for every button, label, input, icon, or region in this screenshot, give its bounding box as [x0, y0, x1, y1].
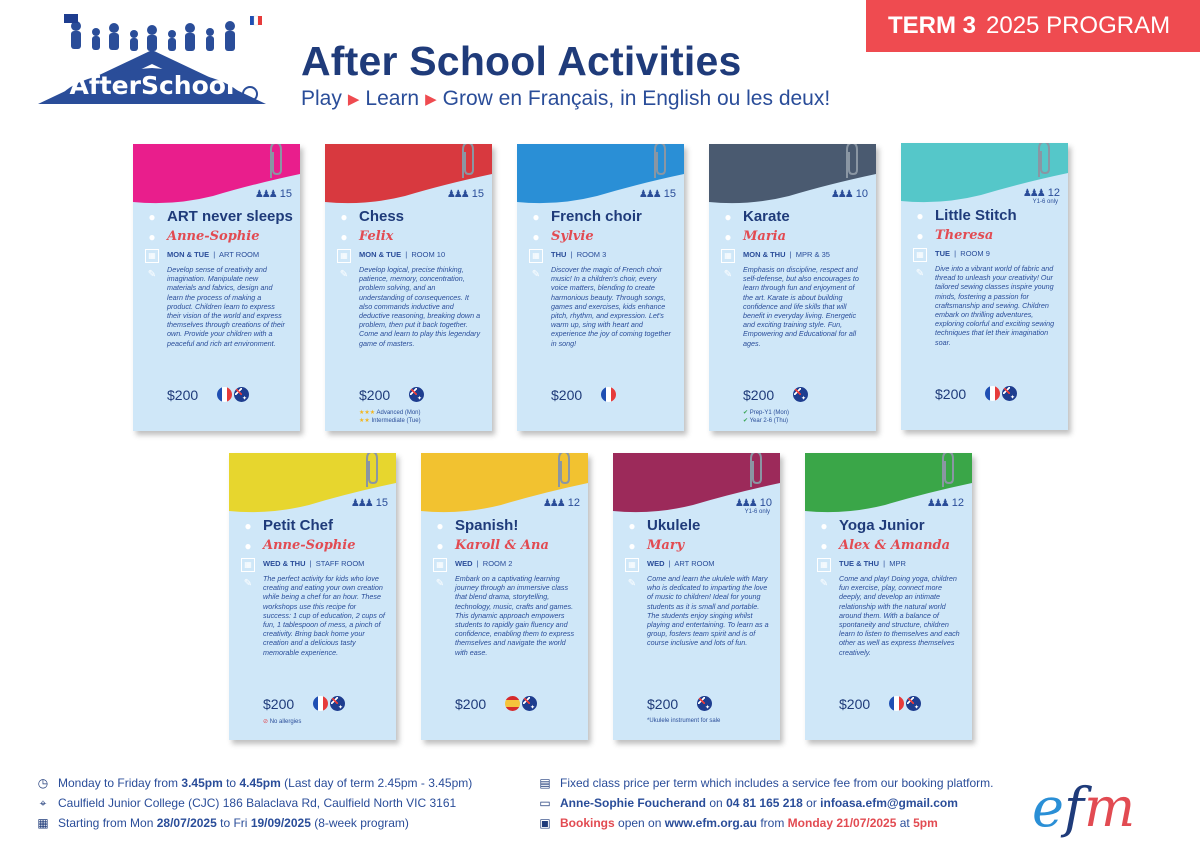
teacher-name: Anne-Sophie	[167, 229, 260, 244]
language-flags	[889, 696, 921, 711]
room: STAFF ROOM	[315, 559, 365, 568]
schedule: WED | ART ROOM	[647, 559, 715, 568]
activity-title: Chess	[359, 208, 405, 225]
teacher-name: Maria	[743, 229, 787, 244]
language-flags	[697, 696, 712, 711]
activity-title: Karate	[743, 208, 790, 225]
language-flags	[985, 386, 1017, 401]
card-note: ✔ Prep-Y1 (Mon)	[743, 410, 790, 416]
teacher-icon: ●	[148, 230, 156, 244]
people-icon: ♟♟♟	[350, 497, 372, 509]
people-icon: ♟♟♟	[926, 497, 948, 509]
footer-dates-suffix: (8-week program)	[314, 816, 409, 830]
flag-au-icon	[906, 696, 921, 711]
footer-date-start: 28/07/2025	[156, 816, 217, 830]
teacher-name: Karoll & Ana	[455, 538, 549, 553]
logo-text: AfterSchool	[69, 71, 235, 100]
price: $200	[839, 696, 871, 712]
card-note: ★★★ Advanced (Mon)	[359, 410, 421, 416]
capacity-note: Y1-6 only	[1032, 199, 1058, 205]
paperclip-icon	[938, 453, 956, 489]
footer-price	[538, 776, 994, 790]
paperclip-icon	[362, 453, 380, 489]
price: $200	[935, 386, 967, 402]
capacity	[1023, 187, 1060, 199]
lightbulb-icon: ●	[148, 210, 156, 224]
calendar-icon: ▦	[913, 248, 927, 262]
schedule: WED & THU | STAFF ROOM	[263, 559, 365, 568]
flag-au-icon	[409, 387, 424, 402]
footer-location-text: Caulfield Junior College (CJC) 186 Balaclava Rd, Caulfield North VIC 3161	[58, 796, 457, 810]
footer-time-start: 3.45pm	[181, 776, 223, 790]
activity-card-spanish	[421, 453, 588, 740]
price: $200	[455, 696, 487, 712]
footer-time-suffix: (Last day of term 2.45pm - 3.45pm)	[284, 776, 473, 790]
teacher-name: Anne-Sophie	[263, 538, 356, 553]
footer-contact	[538, 796, 958, 810]
arrow-right-icon: ▶	[425, 91, 437, 108]
teacher-icon: ●	[916, 229, 924, 243]
capacity-value: 15	[375, 497, 388, 509]
pencil-icon: ✎	[147, 269, 157, 280]
flag-au-icon	[793, 387, 808, 402]
capacity-value: 10	[759, 497, 772, 509]
paperclip-icon	[266, 144, 284, 180]
contact-phone[interactable]: 04 81 165 218	[726, 796, 803, 810]
activity-title: French choir	[551, 208, 642, 225]
teacher-icon: ●	[244, 539, 252, 553]
teacher-name: Theresa	[935, 228, 994, 243]
room: ART ROOM	[218, 250, 260, 259]
price: $200	[647, 696, 679, 712]
days: MON & TUE	[167, 250, 210, 259]
paperclip-icon	[458, 144, 476, 180]
activity-card-chess	[325, 144, 492, 431]
capacity-value: 10	[855, 188, 868, 200]
people-icon: ♟♟♟	[734, 497, 756, 509]
language-flags	[409, 387, 424, 402]
term-badge	[866, 0, 1200, 52]
days: WED	[455, 559, 473, 568]
activity-card-little-stitch	[901, 143, 1068, 430]
room: ROOM 2	[482, 559, 513, 568]
calendar-icon: ▦	[721, 249, 735, 263]
contact-on: on	[709, 796, 723, 810]
pencil-icon: ✎	[435, 578, 445, 589]
lightbulb-icon: ●	[724, 210, 732, 224]
flag-fr-icon	[889, 696, 904, 711]
room: ROOM 10	[411, 250, 446, 259]
page-title: After School Activities	[301, 38, 742, 84]
calendar-icon: ▦	[37, 816, 49, 830]
capacity-value: 12	[567, 497, 580, 509]
price: $200	[167, 387, 199, 403]
card-note: ★★ Intermediate (Tue)	[359, 418, 421, 424]
capacity	[351, 497, 388, 509]
footer-dates-to: to Fri	[220, 816, 248, 830]
capacity	[831, 188, 868, 200]
lightbulb-icon: ●	[628, 519, 636, 533]
activity-title: Yoga Junior	[839, 517, 925, 534]
lightbulb-icon: ●	[916, 209, 924, 223]
people-icon: ♟♟♟	[830, 188, 852, 200]
capacity	[735, 497, 772, 509]
capacity-note: Y1-6 only	[744, 509, 770, 515]
flag-fr-icon	[601, 387, 616, 402]
footer-time	[36, 776, 472, 790]
bookings-time: 5pm	[913, 816, 938, 830]
teacher-icon: ●	[532, 230, 540, 244]
calendar-icon: ▦	[529, 249, 543, 263]
tagline-grow: Grow en Français, in English ou les deux!	[442, 87, 831, 110]
schedule: TUE & THU | MPR	[839, 559, 906, 568]
language-flags	[601, 387, 616, 402]
activity-description: Discover the magic of French choir music! In a children's choir, every voice matters, blending to create harmonious beauty. Through songs, games and exercises, kids enhance pitch, rhythm, and expression. Let's warm up, sing with heart and experience the joy of coming together in song!	[551, 265, 671, 348]
pencil-icon: ✎	[531, 269, 541, 280]
flag-au-icon	[234, 387, 249, 402]
days: WED	[647, 559, 665, 568]
activity-title: Petit Chef	[263, 517, 334, 534]
schedule: WED | ROOM 2	[455, 559, 513, 568]
activity-description: Dive into a vibrant world of fabric and thread to unleash your creativity! Our tailored sewing classes inspire young minds, fostering a passion for craftsmanship and sewing. Children embark on thrilling adventures, exploring colorful and exciting sewing techniques that let their imagination soar.	[935, 264, 1055, 347]
pencil-icon: ✎	[243, 578, 253, 589]
schedule: THU | ROOM 3	[551, 250, 607, 259]
room: ROOM 9	[960, 249, 990, 258]
teacher-icon: ●	[340, 230, 348, 244]
language-flags	[505, 696, 537, 711]
people-icon: ♟♟♟	[446, 188, 468, 200]
flag-au-icon	[1002, 386, 1017, 401]
capacity-value: 15	[279, 188, 292, 200]
efm-logo-text: efm	[1032, 778, 1136, 838]
calendar-icon: ▦	[817, 558, 831, 572]
people-icon: ♟♟♟	[1022, 187, 1044, 199]
footer-time-prefix: Monday to Friday from	[58, 776, 179, 790]
footer-time-end: 4.45pm	[239, 776, 281, 790]
card-note: ⊘ No allergies	[263, 719, 302, 725]
teacher-name: Mary	[647, 538, 685, 553]
pencil-icon: ✎	[915, 268, 925, 279]
days: TUE	[935, 249, 950, 258]
flag-fr-icon	[985, 386, 1000, 401]
efm-logo	[1030, 778, 1170, 838]
price: $200	[263, 696, 295, 712]
bookings-at: at	[899, 816, 910, 830]
language-flags	[313, 696, 345, 711]
activity-description: Develop sense of creativity and imagination. Manipulate new materials and fabrics, design and learn the process of making a product. Children learn to express their vision of the world and express themselves through creations of their own. Provide your children with a peaceful and rich art environment.	[167, 265, 285, 348]
calendar-icon: ▦	[145, 249, 159, 263]
card-note: *Ukulele instrument for sale	[647, 718, 721, 724]
pencil-icon: ✎	[723, 269, 733, 280]
price: $200	[551, 387, 583, 403]
contact-name: Anne-Sophie Foucherand	[560, 796, 707, 810]
bookings-from: from	[760, 816, 785, 830]
clock-icon: ◷	[37, 776, 49, 790]
tagline-learn: Learn	[365, 87, 420, 110]
capacity-value: 15	[471, 188, 484, 200]
teacher-icon: ●	[628, 539, 636, 553]
basket-icon: ▤	[539, 776, 551, 790]
activity-description: The perfect activity for kids who love creating and eating your own creation while being a chef for an hour. These workshops use this recipe for success: 1 cup of education, 2 cups of fun, 1 tablespoon of mess, a pinch of creativity. Bring back home your creation and a delicious tasty memorable experience.	[263, 574, 385, 657]
pencil-icon: ✎	[819, 578, 829, 589]
calendar-icon: ▦	[625, 558, 639, 572]
capacity-value: 12	[1047, 187, 1060, 199]
room: MPR	[889, 559, 906, 568]
flag-au-icon	[522, 696, 537, 711]
language-flags	[793, 387, 808, 402]
footer-location	[36, 796, 456, 810]
activity-description: Come and learn the ukulele with Mary who is dedicated to imparting the love of music to children! Ideal for young students as it is small and portable. The students enjoy singing whilst playing and entertaining. To learn as a group, fosters team spirit and is of course inclusive and lots of fun.	[647, 574, 769, 648]
location-pin-icon: ⌖	[39, 795, 47, 810]
footer-dates-prefix: Starting from Mon	[58, 816, 154, 830]
card-note: ✔ Year 2-6 (Thu)	[743, 418, 789, 424]
bookings-open: open on	[618, 816, 662, 830]
footer-date-end: 19/09/2025	[250, 816, 311, 830]
teacher-icon: ●	[724, 230, 732, 244]
capacity	[543, 497, 580, 509]
capacity-value: 15	[663, 188, 676, 200]
lightbulb-icon: ●	[340, 210, 348, 224]
schedule: MON & THU | MPR & 35	[743, 250, 830, 259]
calendar-icon: ▦	[433, 558, 447, 572]
activity-description: Embark on a captivating learning journey through an immersive class that blend drama, storytelling, technology, music, crafts and games. This dynamic approach empowers students to rapidly gain fluency and confidence, enabling them to express themselves and navigate the world with ease.	[455, 574, 575, 657]
capacity	[927, 497, 964, 509]
room: MPR & 35	[795, 250, 830, 259]
activity-description: Come and play! Doing yoga, children fun exercise, play, connect more deeply, and develop an intimate relationship with the natural world around them. With a balance of spontaneity and structure, children learn to listen to themselves and each other as well as express themselves creatively.	[839, 574, 960, 657]
footer-price-text: Fixed class price per term which includes a service fee from our booking platform.	[560, 776, 994, 790]
days: WED & THU	[263, 559, 306, 568]
activity-card-petit-chef	[229, 453, 396, 740]
bookings-site[interactable]: www.efm.org.au	[664, 816, 757, 830]
paperclip-icon	[1034, 143, 1052, 179]
program-year: 2025 PROGRAM	[986, 12, 1171, 39]
schedule: MON & TUE | ART ROOM	[167, 250, 260, 259]
flag-es-icon	[505, 696, 520, 711]
pencil-icon: ✎	[627, 578, 637, 589]
computer-icon: ▣	[539, 816, 551, 830]
bookings-date: Monday 21/07/2025	[787, 816, 897, 830]
term-label: TERM 3	[888, 12, 977, 39]
activity-description: Develop logical, precise thinking, patience, memory, concentration, problem solving, and an understanding of consequences. It also commands inductive and deductive reasoning, breaking down a problem, then put it back together. Come and learn to play this legendary game of masters.	[359, 265, 481, 348]
flag-au-icon	[330, 696, 345, 711]
days: THU	[551, 250, 567, 259]
people-icon: ♟♟♟	[254, 188, 276, 200]
bookings-label: Bookings	[560, 816, 615, 830]
people-icon: ♟♟♟	[638, 188, 660, 200]
price: $200	[359, 387, 391, 403]
activity-title: Ukulele	[647, 517, 701, 534]
days: TUE & THU	[839, 559, 879, 568]
footer-time-to: to	[226, 776, 237, 790]
activity-card-ukulele	[613, 453, 780, 740]
lightbulb-icon: ●	[436, 519, 444, 533]
days: MON & TUE	[359, 250, 402, 259]
afterschool-logo	[36, 12, 268, 108]
teacher-name: Felix	[359, 229, 394, 244]
activity-description: Emphasis on discipline, respect and self-defense, but also encourages to learn through fun and enjoyment of the art. Karate is about building confidence and life skills that will benefit in everyday living. Energetic and exciting training style. Fun, Empowering and Educational for all ages.	[743, 265, 859, 348]
lightbulb-icon: ●	[532, 210, 540, 224]
room: ROOM 3	[576, 250, 607, 259]
room: ART ROOM	[674, 559, 715, 568]
teacher-icon: ●	[436, 539, 444, 553]
paperclip-icon	[650, 144, 668, 180]
price: $200	[743, 387, 775, 403]
activity-card-art-never-sleeps	[133, 144, 300, 431]
activity-card-french-choir	[517, 144, 684, 431]
calendar-icon: ▦	[241, 558, 255, 572]
capacity	[255, 188, 292, 200]
contact-email[interactable]: infoasa.efm@gmail.com	[820, 796, 958, 810]
capacity	[447, 188, 484, 200]
arrow-right-icon: ▶	[347, 91, 360, 108]
paperclip-icon	[746, 453, 764, 489]
flag-fr-icon	[217, 387, 232, 402]
activity-title: Spanish!	[455, 517, 519, 534]
teacher-name: Alex & Amanda	[839, 538, 951, 553]
capacity	[639, 188, 676, 200]
teacher-icon: ●	[820, 539, 828, 553]
contact-or: or	[806, 796, 817, 810]
paperclip-icon	[842, 144, 860, 180]
footer-bookings	[538, 816, 938, 830]
tagline-play: Play	[301, 87, 342, 110]
people-icon: ♟♟♟	[542, 497, 564, 509]
language-flags	[217, 387, 249, 402]
chat-icon: ▭	[539, 796, 551, 810]
paperclip-icon	[554, 453, 572, 489]
schedule: MON & TUE | ROOM 10	[359, 250, 446, 259]
calendar-icon: ▦	[337, 249, 351, 263]
activity-title: ART never sleeps	[167, 208, 293, 225]
lightbulb-icon: ●	[820, 519, 828, 533]
footer-dates	[36, 816, 409, 830]
activity-title: Little Stitch	[935, 207, 1017, 224]
activity-card-karate	[709, 144, 876, 431]
schedule: TUE | ROOM 9	[935, 249, 990, 258]
pencil-icon: ✎	[339, 269, 349, 280]
flag-au-icon	[697, 696, 712, 711]
tagline	[301, 87, 830, 111]
lightbulb-icon: ●	[244, 519, 252, 533]
days: MON & THU	[743, 250, 786, 259]
capacity-value: 12	[951, 497, 964, 509]
activity-card-yoga-junior	[805, 453, 972, 740]
teacher-name: Sylvie	[551, 229, 594, 244]
flag-fr-icon	[313, 696, 328, 711]
